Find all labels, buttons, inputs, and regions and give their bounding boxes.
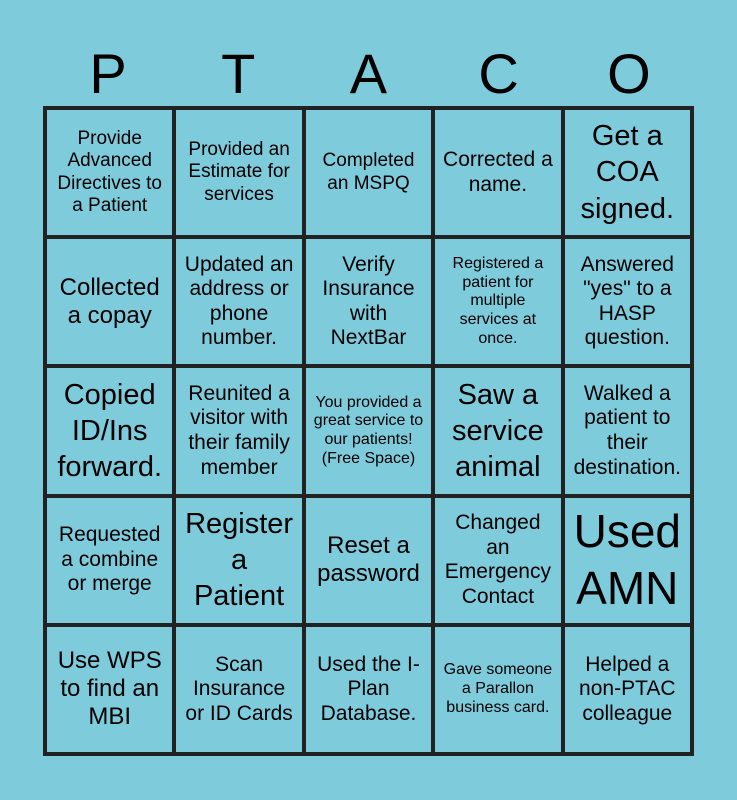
bingo-cell[interactable]: Registered a patient for multiple services at once. [433, 237, 562, 366]
bingo-cell[interactable]: Saw a service animal [433, 366, 562, 495]
bingo-header [43, 42, 694, 106]
header-letter-o: O [607, 42, 651, 105]
bingo-cell[interactable]: Use WPS to find an MBI [45, 625, 174, 754]
bingo-cell[interactable]: Walked a patient to their destination. [563, 366, 692, 495]
bingo-grid [43, 106, 694, 756]
bingo-cell[interactable]: Scan Insurance or ID Cards [174, 625, 303, 754]
bingo-cell[interactable]: Provided an Estimate for services [174, 108, 303, 237]
header-letter-p: P [89, 42, 127, 105]
bingo-cell[interactable]: Completed an MSPQ [304, 108, 433, 237]
bingo-cell[interactable]: Helped a non-PTAC colleague [563, 625, 692, 754]
bingo-cell[interactable]: Answered "yes" to a HASP question. [563, 237, 692, 366]
bingo-cell[interactable]: Used AMN [563, 496, 692, 625]
header-letter-c: C [478, 42, 519, 105]
bingo-cell[interactable]: Reunited a visitor with their family member [174, 366, 303, 495]
bingo-cell[interactable]: Provide Advanced Directives to a Patient [45, 108, 174, 237]
bingo-cell[interactable]: Gave someone a Parallon business card. [433, 625, 562, 754]
header-letter-a: A [349, 42, 388, 105]
bingo-cell[interactable]: Reset a password [304, 496, 433, 625]
bingo-cell[interactable]: Corrected a name. [433, 108, 562, 237]
bingo-cell[interactable]: Verify Insurance with NextBar [304, 237, 433, 366]
header-letter-t: T [221, 42, 256, 105]
bingo-cell[interactable]: Get a COA signed. [563, 108, 692, 237]
bingo-cell[interactable]: Collected a copay [45, 237, 174, 366]
bingo-cell[interactable]: Requested a combine or merge [45, 496, 174, 625]
bingo-cell[interactable]: Changed an Emergency Contact [433, 496, 562, 625]
bingo-cell[interactable]: Register a Patient [174, 496, 303, 625]
bingo-cell[interactable]: Used the I-Plan Database. [304, 625, 433, 754]
bingo-cell[interactable]: Updated an address or phone number. [174, 237, 303, 366]
bingo-cell[interactable]: Copied ID/Ins forward. [45, 366, 174, 495]
free-space-cell[interactable]: You provided a great service to our patients! (Free Space) [304, 366, 433, 495]
